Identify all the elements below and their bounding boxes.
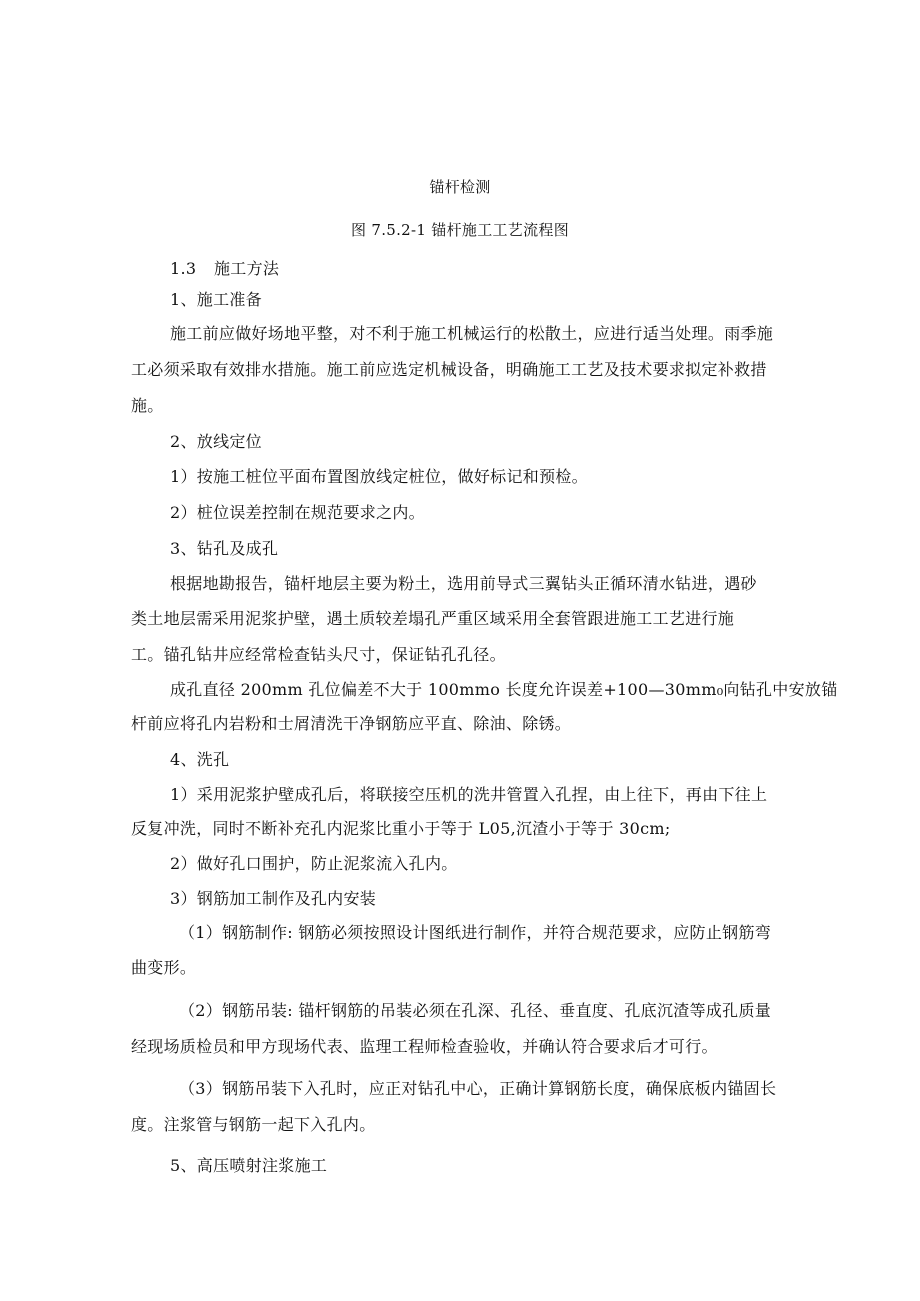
paragraph-line: 施工前应做好场地平整，对不利于施工机械运行的松散土，应进行适当处理。雨季施 [170,324,774,343]
section-title: 施工方法 [214,259,280,278]
paragraph-line: （1）钢筋制作: 钢筋必须按照设计图纸进行制作，并符合规范要求，应防止钢筋弯 [179,923,772,942]
section-number: 1.3 [170,259,197,278]
heading-washing: 4、洗孔 [170,750,230,769]
paragraph-line: （3）钢筋吊装下入孔时，应正对钻孔中心，正确计算钢筋长度，确保底板内锚固长 [179,1079,777,1098]
paragraph-line: 根据地勘报告，锚杆地层主要为粉土，选用前导式三翼钻头正循环清水钻进，遇砂 [170,574,757,593]
paragraph-line: 类土地层需采用泥浆护壁，遇土质较差塌孔严重区域采用全套管跟进施工工艺进行施 [131,609,735,628]
paragraph-line: 2）桩位误差控制在规范要求之内。 [170,503,425,522]
paragraph-line: 2）做好孔口围护，防止泥浆流入孔内。 [170,854,458,873]
figure-caption: 图 7.5.2-1 锚杆施工工艺流程图 [350,221,569,239]
paragraph-line: 工必须采取有效排水措施。施工前应选定机械设备，明确施工工艺及技术要求拟定补救措 [131,360,767,379]
heading-layout: 2、放线定位 [170,432,262,451]
paragraph-line: 曲变形。 [131,958,197,977]
heading-preparation: 1、施工准备 [170,290,262,309]
paragraph-line: 工。锚孔钻井应经常检查钻头尺寸，保证钻孔孔径。 [131,645,506,664]
paragraph-line: （2）钢筋吊装: 锚杆钢筋的吊装必须在孔深、孔径、垂直度、孔底沉渣等成孔质量 [179,1001,772,1020]
heading-grouting: 5、高压喷射注浆施工 [170,1156,328,1175]
paragraph-line: 施。 [131,396,164,415]
paragraph-line: 3）钢筋加工制作及孔内安装 [170,889,377,908]
paragraph-line: 杆前应将孔内岩粉和士屑清洗干净钢筋应平直、除油、除锈。 [131,714,572,733]
paragraph-line: 1）采用泥浆护壁成孔后，将联接空压机的洗井管置入孔捏，由上往下，再由下往上 [170,785,768,804]
paragraph-line: 1）按施工桩位平面布置图放线定桩位，做好标记和预检。 [170,467,588,486]
heading-drilling: 3、钻孔及成孔 [170,539,279,558]
paragraph-line: 度。注浆管与钢筋一起下入孔内。 [131,1115,376,1134]
section-heading [170,258,279,280]
paragraph-line: 成孔直径 200mm 孔位偏差不大于 100mmo 长度允许误差+100—30mm₀向钻孔中安放锚 [170,680,838,699]
paragraph-line: 经现场质检员和甲方现场代表、监理工程师检查验收，并确认符合要求后才可行。 [131,1037,718,1056]
caption-anchor-test: 锚杆检测 [429,178,491,196]
paragraph-line: 反复冲洗，同时不断补充孔内泥浆比重小于等于 L05,沉渣小于等于 30cm; [131,819,671,838]
